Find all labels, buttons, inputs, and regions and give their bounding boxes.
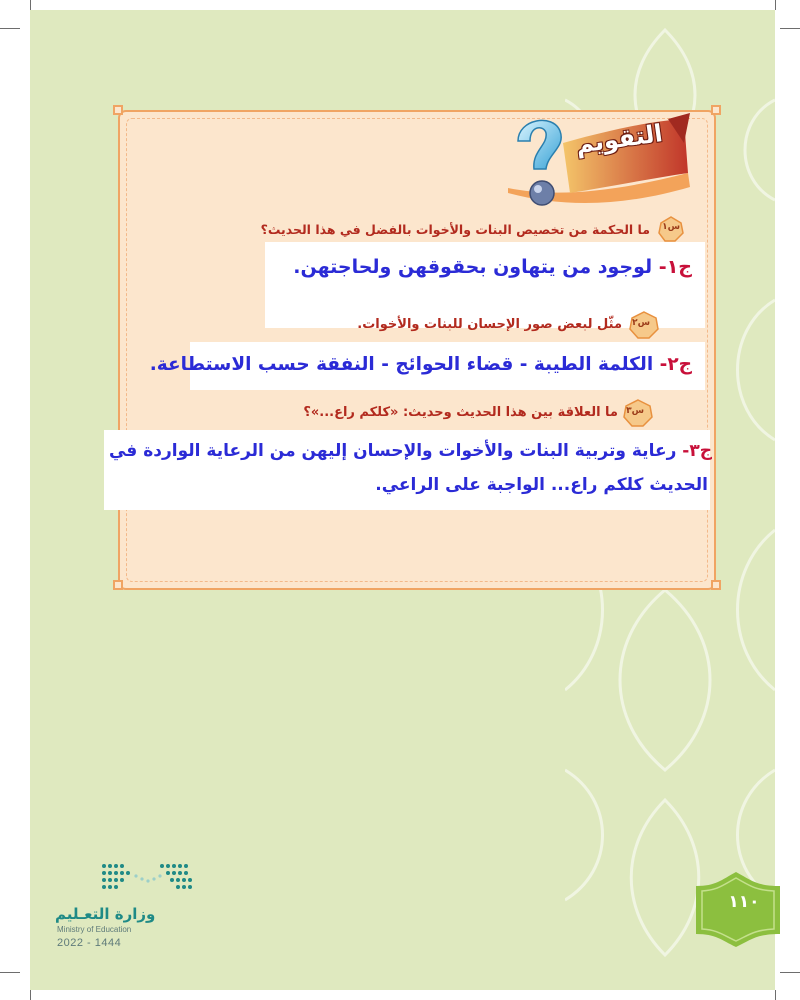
- crop-mark: [30, 0, 31, 10]
- ministry-name-english: Ministry of Education: [57, 925, 132, 934]
- crop-mark: [780, 28, 800, 29]
- page-number: ١١٠: [728, 892, 760, 912]
- crop-mark: [0, 972, 20, 973]
- card-corner: [711, 105, 721, 115]
- question-1: ما الحكمة من تخصيص البنات والأخوات بالفضل في هذا الحديث؟: [260, 222, 650, 237]
- crop-mark: [780, 972, 800, 973]
- card-corner: [113, 105, 123, 115]
- section-title: التقويم: [574, 119, 665, 159]
- answer-text: الحديث كلكم راع... الواجبة على الراعي.: [375, 475, 708, 495]
- answer-label: ج١-: [658, 256, 692, 278]
- question-badge-label: س٢: [632, 318, 650, 328]
- ministry-logo-icon: [100, 862, 195, 892]
- answer-label: ج٣-: [682, 441, 712, 461]
- ministry-name-arabic: وزارة التعـليم: [55, 905, 156, 923]
- answer-text: الكلمة الطيبة - قضاء الحوائج - النفقة حسب الاستطاعة.: [149, 354, 654, 375]
- crop-mark: [30, 990, 31, 1000]
- card-corner: [711, 580, 721, 590]
- answer-2: [150, 354, 692, 375]
- answer-text: لوجود من يتهاون بحقوقهن ولحاجتهن.: [293, 256, 653, 278]
- question-3: ما العلاقة بين هذا الحديث وحديث: «كلكم راع...»؟: [303, 405, 618, 420]
- question-2: مثّل لبعض صور الإحسان للبنات والأخوات.: [357, 317, 622, 332]
- card-corner: [113, 580, 123, 590]
- question-badge-label: س١: [662, 222, 680, 232]
- answer-1: [293, 256, 692, 278]
- ministry-year: 2022 - 1444: [57, 937, 122, 949]
- crop-mark: [775, 990, 776, 1000]
- answer-text: رعاية وتربية البنات والأخوات والإحسان إليهن من الرعاية الواردة في: [108, 441, 677, 461]
- crop-mark: [775, 0, 776, 10]
- answer-3-line-2: [375, 475, 708, 495]
- question-badge-label: س٣: [626, 406, 644, 416]
- answer-label: ج٢-: [659, 354, 692, 375]
- crop-mark: [0, 28, 20, 29]
- answer-3: [109, 441, 712, 461]
